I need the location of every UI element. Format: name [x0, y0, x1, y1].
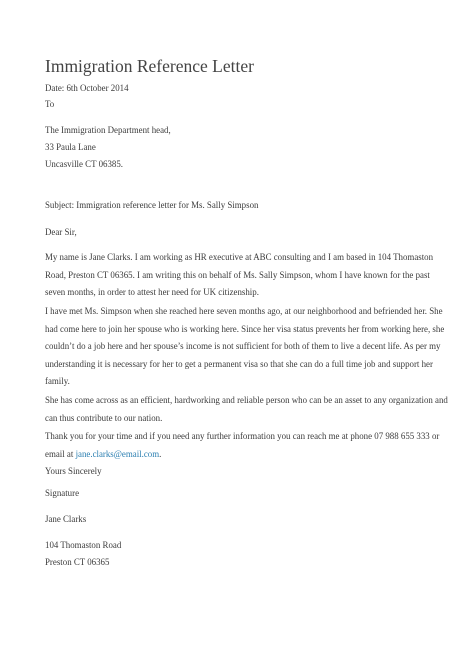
sign-off: Yours Sincerely [45, 466, 102, 476]
closing-line-email [45, 446, 445, 464]
email-prefix: email at [45, 448, 76, 459]
paragraph-line: Road, Preston CT 06365. I am writing this on behalf of Ms. Sally Simpson, whom I have known for the past [45, 269, 430, 280]
to-label: To [45, 99, 55, 109]
recipient-line-1: The Immigration Department head, [45, 125, 171, 135]
sender-address-1: 104 Thomaston Road [45, 540, 122, 550]
paragraph-line: couldn’t do a job here and her spouse’s income is not sufficient for both of them to live a decent life. As per my [45, 341, 441, 351]
paragraph-intro [45, 249, 445, 302]
email-suffix: . [159, 448, 162, 459]
signature-label: Signature [45, 488, 80, 498]
paragraph-line: can thus contribute to our nation. [45, 412, 163, 423]
paragraph-line: seven months, in order to attest her need for UK citizenship. [45, 287, 259, 297]
letter-subject: Subject: Immigration reference letter for Ms. Sally Simpson [45, 200, 259, 210]
sender-name: Jane Clarks [45, 514, 87, 524]
sender-address-2: Preston CT 06365 [45, 557, 110, 567]
email-link[interactable]: jane.clarks@email.com [75, 448, 160, 459]
salutation: Dear Sir, [45, 227, 77, 237]
recipient-line-2: 33 Paula Lane [45, 142, 96, 152]
letter-title: Immigration Reference Letter [45, 56, 254, 76]
paragraph-background [45, 303, 445, 391]
paragraph-line: I have met Ms. Simpson when she reached here seven months ago, at our neighborhood and befriended her. She [45, 306, 443, 316]
paragraph-line: understanding it is necessary for her to get a permanent visa so that she can do a full time job and support her [45, 358, 433, 369]
paragraph-character [45, 392, 448, 427]
closing-line: Thank you for your time and if you need any further information you can reach me at phone 07 988 655 333 or [45, 431, 440, 441]
paragraph-line: My name is Jane Clarks. I am working as HR executive at ABC consulting and I am based in 104 Thomaston [45, 252, 434, 262]
recipient-line-3: Uncasville CT 06385. [45, 159, 123, 169]
paragraph-line: She has come across as an efficient, hardworking and reliable person who can be an asset to any organization and [45, 395, 448, 405]
letter-date: Date: 6th October 2014 [45, 83, 129, 93]
paragraph-line: family. [45, 376, 70, 386]
closing-paragraph [45, 428, 445, 481]
paragraph-line: had come here to join her spouse who is working here. Since her visa status prevents her from working here, she [45, 323, 445, 334]
